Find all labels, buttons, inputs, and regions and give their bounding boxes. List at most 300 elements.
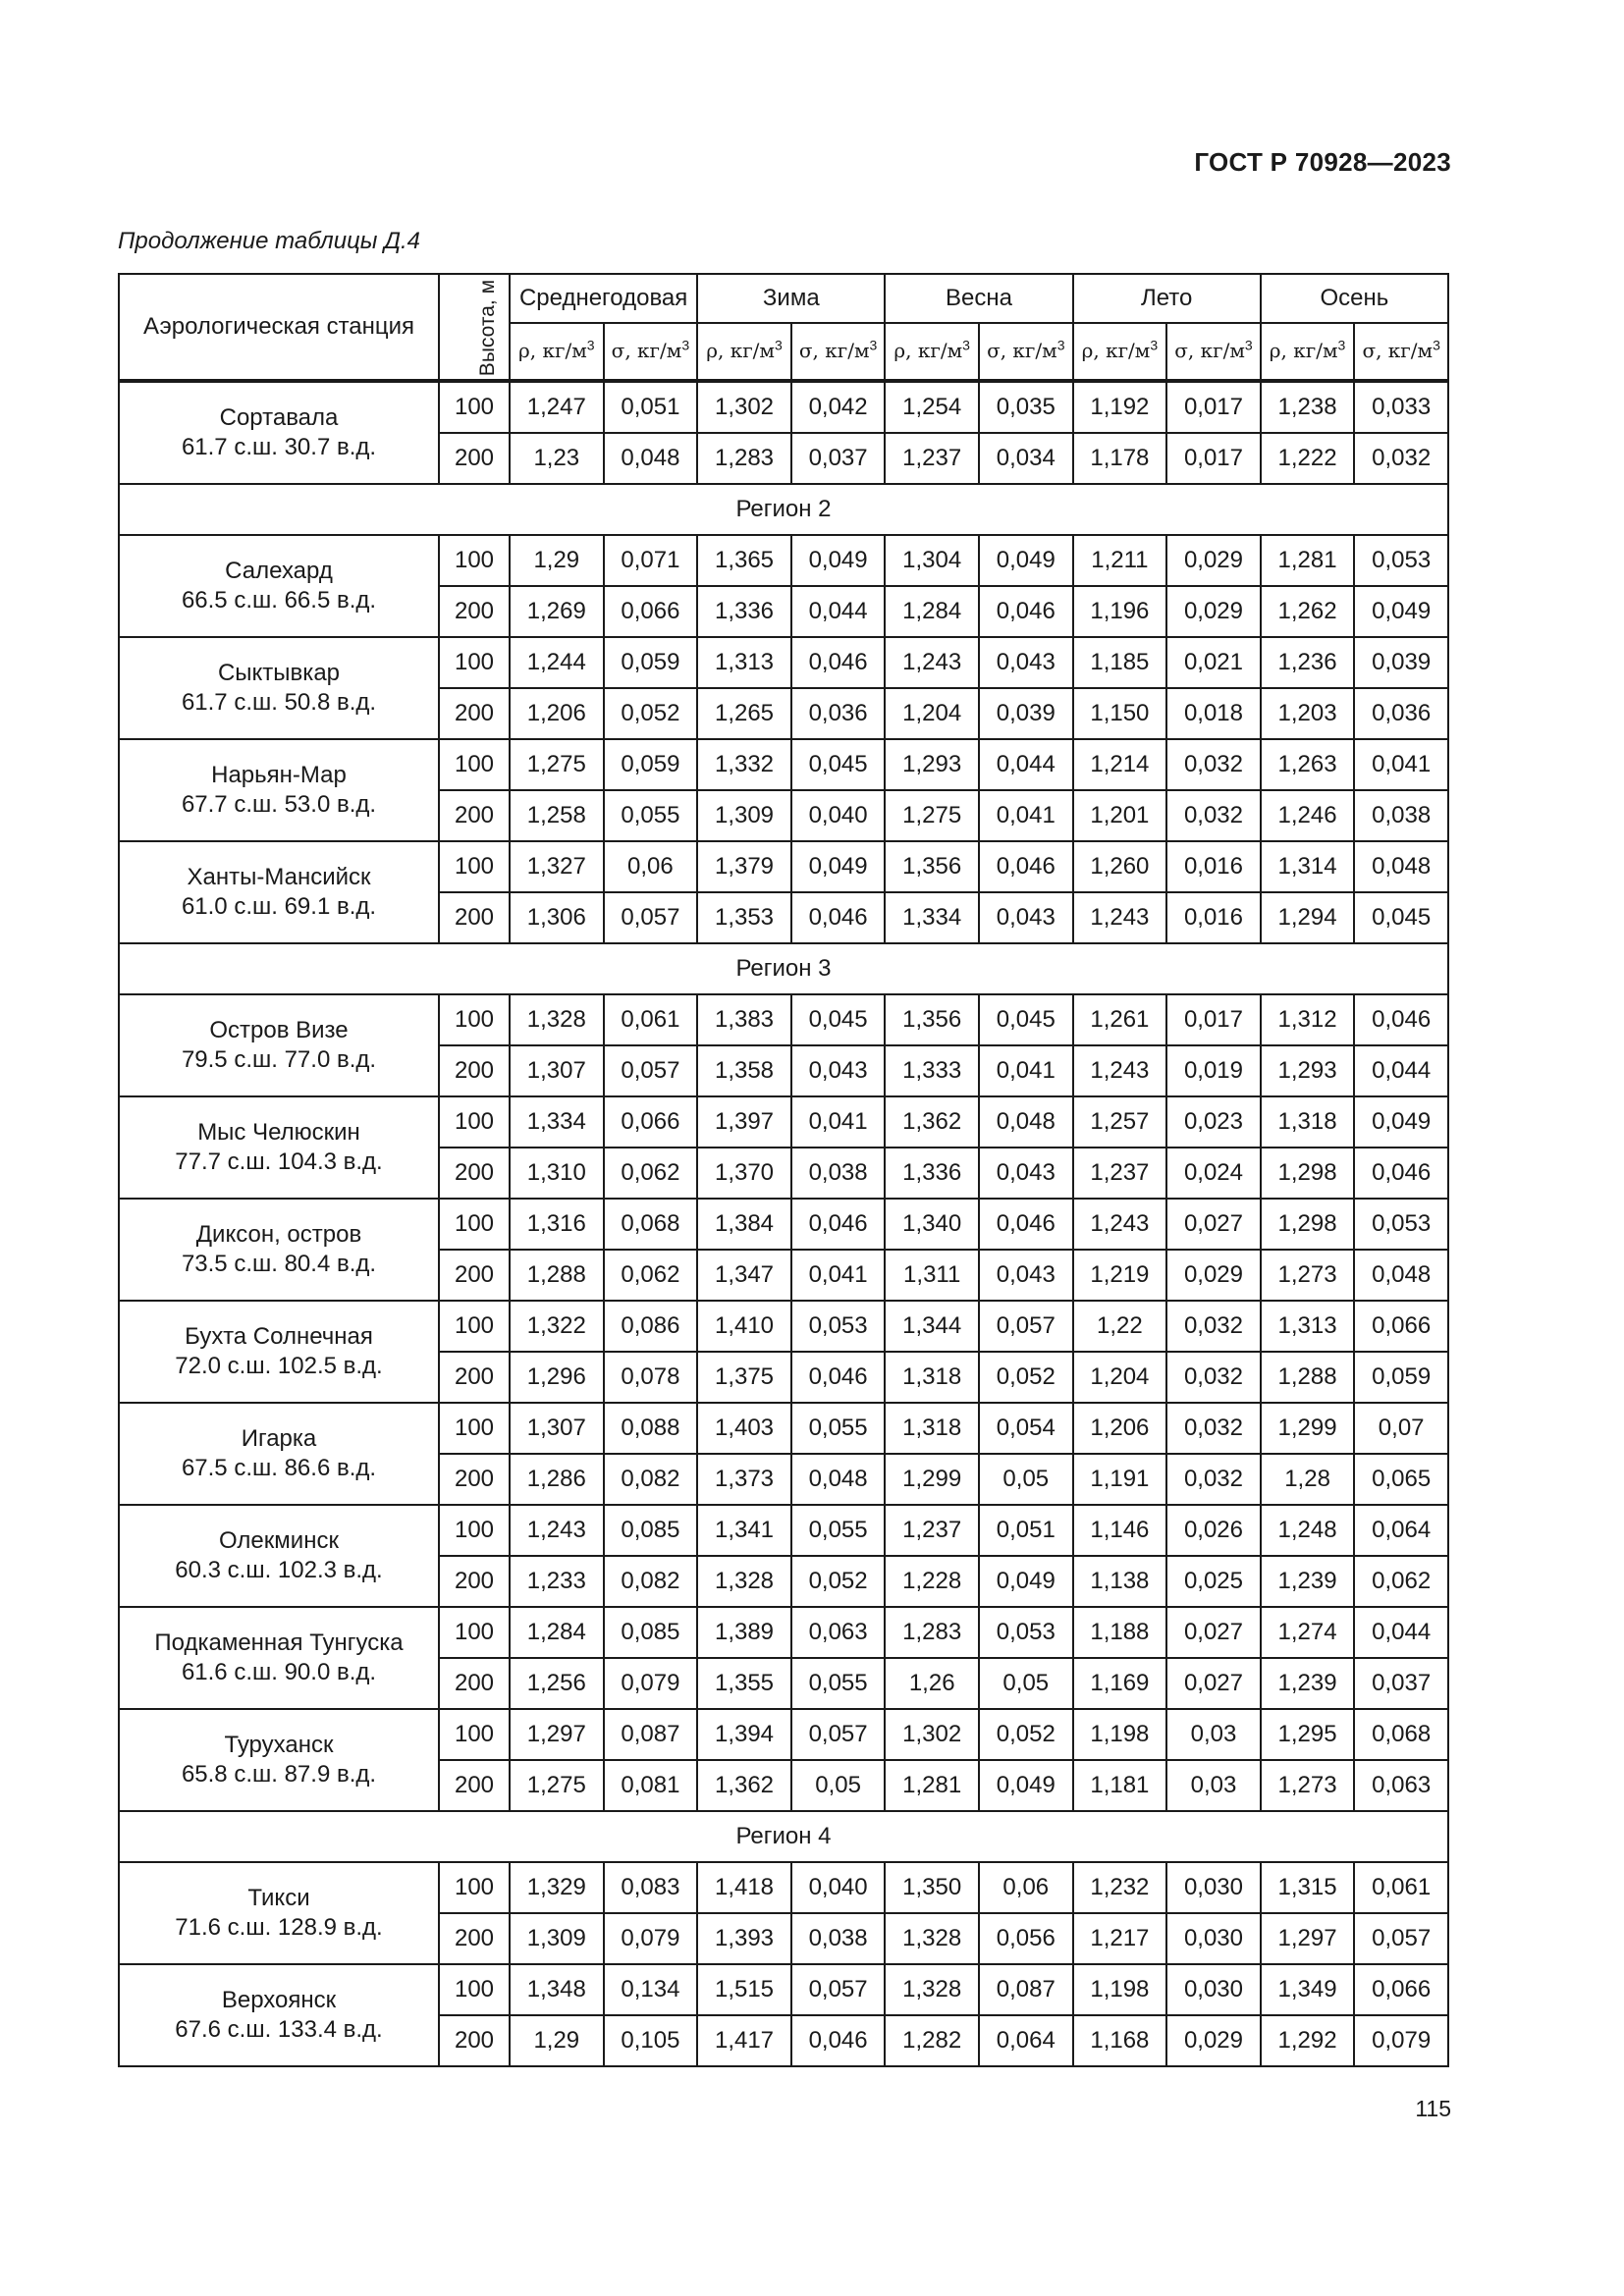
sigma-value: 0,029: [1166, 2015, 1261, 2066]
rho-value: 1,349: [1261, 1964, 1355, 2015]
sigma-value: 0,039: [979, 688, 1073, 739]
sigma-value: 0,086: [604, 1301, 698, 1352]
rho-value: 1,150: [1073, 688, 1167, 739]
rho-unit-header: [510, 323, 604, 381]
sigma-value: 0,053: [791, 1301, 886, 1352]
height-cell: 200: [439, 1913, 510, 1964]
rho-value: 1,347: [697, 1250, 791, 1301]
rho-value: 1,310: [510, 1148, 604, 1199]
region-label: Регион 3: [119, 943, 1448, 994]
unit-label: σ, кг/м: [1174, 339, 1245, 362]
sigma-value: 0,032: [1166, 1352, 1261, 1403]
rho-value: 1,198: [1073, 1709, 1167, 1760]
rho-value: 1,515: [697, 1964, 791, 2015]
sigma-value: 0,066: [1354, 1964, 1448, 2015]
rho-value: 1,328: [885, 1964, 979, 2015]
sigma-value: 0,062: [1354, 1556, 1448, 1607]
rho-value: 1,284: [885, 586, 979, 637]
sigma-value: 0,054: [979, 1403, 1073, 1454]
sigma-value: 0,046: [979, 586, 1073, 637]
rho-value: 1,191: [1073, 1454, 1167, 1505]
table-row: [119, 535, 1448, 586]
height-cell: 200: [439, 892, 510, 943]
rho-value: 1,328: [510, 994, 604, 1045]
rho-value: 1,196: [1073, 586, 1167, 637]
rho-value: 1,333: [885, 1045, 979, 1096]
rho-value: 1,168: [1073, 2015, 1167, 2066]
rho-value: 1,375: [697, 1352, 791, 1403]
sigma-value: 0,085: [604, 1607, 698, 1658]
rho-value: 1,283: [885, 1607, 979, 1658]
station-name: Верхоянск: [221, 1987, 337, 2013]
sigma-value: 0,053: [979, 1607, 1073, 1658]
rho-value: 1,334: [885, 892, 979, 943]
rho-value: 1,336: [885, 1148, 979, 1199]
height-cell: 100: [439, 1096, 510, 1148]
rho-value: 1,185: [1073, 637, 1167, 688]
height-cell: 200: [439, 1556, 510, 1607]
rho-value: 1,206: [1073, 1403, 1167, 1454]
sigma-value: 0,05: [791, 1760, 886, 1811]
sigma-value: 0,043: [979, 1148, 1073, 1199]
sigma-value: 0,030: [1166, 1964, 1261, 2015]
rho-value: 1,237: [885, 433, 979, 484]
sigma-value: 0,037: [791, 433, 886, 484]
rho-value: 1,327: [510, 841, 604, 892]
unit-label: σ, кг/м: [798, 339, 870, 362]
sigma-value: 0,06: [979, 1862, 1073, 1913]
unit-label: σ, кг/м: [987, 339, 1057, 362]
sigma-value: 0,055: [791, 1403, 886, 1454]
sigma-value: 0,055: [604, 790, 698, 841]
sigma-value: 0,134: [604, 1964, 698, 2015]
rho-value: 1,315: [1261, 1862, 1355, 1913]
sigma-value: 0,049: [791, 841, 886, 892]
sigma-value: 0,052: [979, 1352, 1073, 1403]
sigma-value: 0,03: [1166, 1760, 1261, 1811]
height-cell: 100: [439, 1403, 510, 1454]
region-row: [119, 1811, 1448, 1862]
rho-value: 1,203: [1261, 688, 1355, 739]
rho-value: 1,214: [1073, 739, 1167, 790]
sigma-value: 0,041: [791, 1250, 886, 1301]
rho-value: 1,418: [697, 1862, 791, 1913]
sigma-value: 0,087: [979, 1964, 1073, 2015]
unit-exponent: 3: [1244, 337, 1253, 353]
unit-exponent: 3: [962, 337, 970, 353]
sigma-value: 0,051: [979, 1505, 1073, 1556]
table-row: [119, 1199, 1448, 1250]
station-cell: [119, 841, 439, 943]
table-row: [119, 1301, 1448, 1352]
station-cell: [119, 1709, 439, 1811]
rho-value: 1,192: [1073, 381, 1167, 433]
height-cell: 100: [439, 1709, 510, 1760]
rho-value: 1,261: [1073, 994, 1167, 1045]
rho-value: 1,297: [1261, 1913, 1355, 1964]
rho-unit-header: [885, 323, 979, 381]
sigma-value: 0,049: [791, 535, 886, 586]
sigma-value: 0,057: [1354, 1913, 1448, 1964]
sigma-value: 0,068: [604, 1199, 698, 1250]
sigma-value: 0,026: [1166, 1505, 1261, 1556]
unit-label: ρ, кг/м: [706, 339, 775, 362]
sigma-value: 0,044: [791, 586, 886, 637]
sigma-value: 0,019: [1166, 1045, 1261, 1096]
sigma-value: 0,066: [604, 586, 698, 637]
rho-value: 1,281: [1261, 535, 1355, 586]
rho-value: 1,334: [510, 1096, 604, 1148]
table-row: [119, 994, 1448, 1045]
station-coords: 66.5 с.ш. 66.5 в.д.: [181, 587, 377, 614]
sigma-value: 0,057: [791, 1964, 886, 2015]
sigma-value: 0,049: [979, 1760, 1073, 1811]
station-cell: [119, 637, 439, 739]
rho-value: 1,294: [1261, 892, 1355, 943]
period-header: Весна: [885, 274, 1072, 323]
sigma-value: 0,048: [979, 1096, 1073, 1148]
sigma-value: 0,025: [1166, 1556, 1261, 1607]
station-name: Игарка: [241, 1425, 317, 1452]
station-name: Салехард: [225, 558, 333, 584]
station-name: Бухта Солнечная: [185, 1323, 373, 1350]
sigma-unit-header: [1354, 323, 1448, 381]
rho-value: 1,307: [510, 1045, 604, 1096]
station-name: Остров Визе: [209, 1017, 349, 1043]
rho-value: 1,403: [697, 1403, 791, 1454]
station-cell: [119, 381, 439, 484]
height-cell: 200: [439, 1045, 510, 1096]
height-cell: 100: [439, 994, 510, 1045]
unit-exponent: 3: [1150, 337, 1159, 353]
rho-value: 1,318: [1261, 1096, 1355, 1148]
sigma-value: 0,088: [604, 1403, 698, 1454]
sigma-value: 0,027: [1166, 1607, 1261, 1658]
rho-value: 1,236: [1261, 637, 1355, 688]
rho-value: 1,355: [697, 1658, 791, 1709]
rho-value: 1,288: [1261, 1352, 1355, 1403]
sigma-value: 0,046: [979, 1199, 1073, 1250]
sigma-value: 0,078: [604, 1352, 698, 1403]
sigma-value: 0,032: [1166, 739, 1261, 790]
rho-value: 1,256: [510, 1658, 604, 1709]
sigma-value: 0,029: [1166, 535, 1261, 586]
station-coords: 61.7 с.ш. 30.7 в.д.: [181, 434, 377, 460]
sigma-value: 0,046: [791, 2015, 886, 2066]
height-cell: 100: [439, 841, 510, 892]
sigma-value: 0,018: [1166, 688, 1261, 739]
rho-value: 1,22: [1073, 1301, 1167, 1352]
rho-value: 1,243: [885, 637, 979, 688]
rho-value: 1,328: [697, 1556, 791, 1607]
height-cell: 100: [439, 1199, 510, 1250]
rho-value: 1,233: [510, 1556, 604, 1607]
sigma-value: 0,059: [1354, 1352, 1448, 1403]
rho-value: 1,286: [510, 1454, 604, 1505]
table-row: [119, 1607, 1448, 1658]
sigma-value: 0,049: [1354, 1096, 1448, 1148]
sigma-value: 0,032: [1166, 1403, 1261, 1454]
rho-value: 1,243: [1073, 1199, 1167, 1250]
height-column-header: [439, 274, 510, 381]
sigma-value: 0,048: [604, 433, 698, 484]
rho-value: 1,383: [697, 994, 791, 1045]
sigma-value: 0,051: [604, 381, 698, 433]
sigma-value: 0,029: [1166, 1250, 1261, 1301]
sigma-value: 0,061: [1354, 1862, 1448, 1913]
rho-value: 1,228: [885, 1556, 979, 1607]
rho-value: 1,298: [1261, 1199, 1355, 1250]
rho-value: 1,248: [1261, 1505, 1355, 1556]
rho-value: 1,275: [510, 739, 604, 790]
table-row: [119, 637, 1448, 688]
rho-value: 1,397: [697, 1096, 791, 1148]
station-cell: [119, 535, 439, 637]
sigma-value: 0,021: [1166, 637, 1261, 688]
table-row: [119, 1096, 1448, 1148]
station-cell: [119, 1607, 439, 1709]
station-name: Сортавала: [219, 404, 339, 431]
rho-value: 1,299: [1261, 1403, 1355, 1454]
sigma-value: 0,032: [1354, 433, 1448, 484]
height-cell: 200: [439, 790, 510, 841]
rho-value: 1,206: [510, 688, 604, 739]
sigma-value: 0,043: [979, 1250, 1073, 1301]
rho-value: 1,269: [510, 586, 604, 637]
rho-value: 1,312: [1261, 994, 1355, 1045]
rho-value: 1,275: [510, 1760, 604, 1811]
height-cell: 100: [439, 739, 510, 790]
unit-exponent: 3: [681, 337, 690, 353]
rho-value: 1,292: [1261, 2015, 1355, 2066]
sigma-value: 0,049: [979, 535, 1073, 586]
rho-value: 1,275: [885, 790, 979, 841]
rho-value: 1,302: [885, 1709, 979, 1760]
sigma-value: 0,032: [1166, 790, 1261, 841]
sigma-value: 0,059: [604, 637, 698, 688]
rho-value: 1,358: [697, 1045, 791, 1096]
sigma-value: 0,057: [791, 1709, 886, 1760]
rho-value: 1,260: [1073, 841, 1167, 892]
sigma-value: 0,017: [1166, 994, 1261, 1045]
region-row: [119, 484, 1448, 535]
station-cell: [119, 1301, 439, 1403]
rho-value: 1,244: [510, 637, 604, 688]
rho-value: 1,350: [885, 1862, 979, 1913]
sigma-value: 0,052: [791, 1556, 886, 1607]
table-row: [119, 1862, 1448, 1913]
rho-value: 1,181: [1073, 1760, 1167, 1811]
rho-value: 1,29: [510, 535, 604, 586]
rho-value: 1,356: [885, 994, 979, 1045]
station-cell: [119, 739, 439, 841]
rho-value: 1,146: [1073, 1505, 1167, 1556]
station-name: Туруханск: [224, 1732, 334, 1758]
rho-value: 1,311: [885, 1250, 979, 1301]
height-cell: 100: [439, 1862, 510, 1913]
sigma-value: 0,043: [979, 892, 1073, 943]
period-header: Осень: [1261, 274, 1448, 323]
sigma-value: 0,017: [1166, 433, 1261, 484]
station-coords: 79.5 с.ш. 77.0 в.д.: [181, 1046, 377, 1073]
station-cell: [119, 1096, 439, 1199]
rho-value: 1,295: [1261, 1709, 1355, 1760]
table-row: [119, 381, 1448, 433]
rho-value: 1,238: [1261, 381, 1355, 433]
rho-value: 1,336: [697, 586, 791, 637]
unit-label: σ, кг/м: [611, 339, 682, 362]
sigma-value: 0,083: [604, 1862, 698, 1913]
station-cell: [119, 1403, 439, 1505]
unit-label: σ, кг/м: [1362, 339, 1434, 362]
sigma-value: 0,055: [791, 1505, 886, 1556]
height-cell: 100: [439, 381, 510, 433]
table-row: [119, 1964, 1448, 2015]
rho-value: 1,362: [885, 1096, 979, 1148]
rho-value: 1,204: [1073, 1352, 1167, 1403]
sigma-value: 0,053: [1354, 535, 1448, 586]
rho-value: 1,243: [510, 1505, 604, 1556]
sigma-value: 0,071: [604, 535, 698, 586]
sigma-value: 0,032: [1166, 1301, 1261, 1352]
sigma-value: 0,023: [1166, 1096, 1261, 1148]
station-coords: 61.0 с.ш. 69.1 в.д.: [181, 893, 377, 920]
sigma-value: 0,041: [979, 1045, 1073, 1096]
rho-value: 1,296: [510, 1352, 604, 1403]
sigma-value: 0,024: [1166, 1148, 1261, 1199]
sigma-value: 0,063: [1354, 1760, 1448, 1811]
sigma-value: 0,079: [604, 1658, 698, 1709]
rho-value: 1,340: [885, 1199, 979, 1250]
sigma-value: 0,034: [979, 433, 1073, 484]
rho-value: 1,265: [697, 688, 791, 739]
sigma-value: 0,059: [604, 739, 698, 790]
rho-value: 1,273: [1261, 1250, 1355, 1301]
rho-value: 1,299: [885, 1454, 979, 1505]
rho-value: 1,298: [1261, 1148, 1355, 1199]
table-caption: Продолжение таблицы Д.4: [118, 228, 421, 254]
station-coords: 60.3 с.ш. 102.3 в.д.: [175, 1557, 383, 1583]
period-header: Среднегодовая: [510, 274, 697, 323]
rho-value: 1,211: [1073, 535, 1167, 586]
rho-value: 1,318: [885, 1352, 979, 1403]
rho-value: 1,201: [1073, 790, 1167, 841]
rho-value: 1,257: [1073, 1096, 1167, 1148]
sigma-value: 0,044: [979, 739, 1073, 790]
rho-value: 1,329: [510, 1862, 604, 1913]
period-header: Лето: [1073, 274, 1261, 323]
height-cell: 200: [439, 433, 510, 484]
sigma-value: 0,066: [604, 1096, 698, 1148]
rho-value: 1,169: [1073, 1658, 1167, 1709]
unit-exponent: 3: [1056, 337, 1065, 353]
unit-exponent: 3: [774, 337, 783, 353]
sigma-value: 0,048: [1354, 1250, 1448, 1301]
sigma-value: 0,036: [1354, 688, 1448, 739]
table-row: [119, 1403, 1448, 1454]
rho-value: 1,379: [697, 841, 791, 892]
rho-value: 1,394: [697, 1709, 791, 1760]
rho-value: 1,188: [1073, 1607, 1167, 1658]
sigma-value: 0,038: [791, 1913, 886, 1964]
rho-value: 1,26: [885, 1658, 979, 1709]
rho-value: 1,313: [697, 637, 791, 688]
sigma-value: 0,044: [1354, 1607, 1448, 1658]
rho-value: 1,307: [510, 1403, 604, 1454]
rho-value: 1,178: [1073, 433, 1167, 484]
height-cell: 200: [439, 1148, 510, 1199]
sigma-unit-header: [791, 323, 886, 381]
rho-value: 1,274: [1261, 1607, 1355, 1658]
sigma-value: 0,062: [604, 1250, 698, 1301]
sigma-value: 0,037: [1354, 1658, 1448, 1709]
rho-value: 1,239: [1261, 1556, 1355, 1607]
sigma-value: 0,040: [791, 1862, 886, 1913]
station-coords: 65.8 с.ш. 87.9 в.д.: [181, 1761, 377, 1788]
sigma-value: 0,066: [1354, 1301, 1448, 1352]
rho-value: 1,243: [1073, 1045, 1167, 1096]
rho-value: 1,138: [1073, 1556, 1167, 1607]
station-name: Подкаменная Тунгуска: [154, 1629, 404, 1656]
height-cell: 200: [439, 2015, 510, 2066]
rho-value: 1,314: [1261, 841, 1355, 892]
rho-value: 1,318: [885, 1403, 979, 1454]
station-cell: [119, 1964, 439, 2066]
rho-value: 1,302: [697, 381, 791, 433]
station-name: Олекминск: [219, 1527, 339, 1554]
sigma-value: 0,062: [604, 1148, 698, 1199]
height-cell: 200: [439, 1352, 510, 1403]
sigma-value: 0,053: [1354, 1199, 1448, 1250]
rho-value: 1,370: [697, 1148, 791, 1199]
sigma-value: 0,039: [1354, 637, 1448, 688]
rho-value: 1,417: [697, 2015, 791, 2066]
rho-value: 1,389: [697, 1607, 791, 1658]
sigma-value: 0,048: [1354, 841, 1448, 892]
sigma-unit-header: [604, 323, 698, 381]
rho-value: 1,341: [697, 1505, 791, 1556]
height-cell: 200: [439, 1658, 510, 1709]
height-cell: 200: [439, 1760, 510, 1811]
rho-value: 1,29: [510, 2015, 604, 2066]
rho-value: 1,239: [1261, 1658, 1355, 1709]
rho-value: 1,362: [697, 1760, 791, 1811]
sigma-value: 0,057: [979, 1301, 1073, 1352]
rho-value: 1,304: [885, 535, 979, 586]
station-coords: 72.0 с.ш. 102.5 в.д.: [175, 1353, 383, 1379]
table-row: [119, 841, 1448, 892]
sigma-value: 0,046: [1354, 994, 1448, 1045]
sigma-value: 0,049: [979, 1556, 1073, 1607]
height-header-label: Высота, м: [476, 279, 500, 377]
rho-value: 1,309: [510, 1913, 604, 1964]
rho-value: 1,282: [885, 2015, 979, 2066]
rho-value: 1,348: [510, 1964, 604, 2015]
sigma-value: 0,068: [1354, 1709, 1448, 1760]
sigma-value: 0,045: [1354, 892, 1448, 943]
station-cell: [119, 1862, 439, 1964]
rho-value: 1,23: [510, 433, 604, 484]
sigma-value: 0,06: [604, 841, 698, 892]
sigma-value: 0,045: [791, 994, 886, 1045]
rho-value: 1,365: [697, 535, 791, 586]
sigma-value: 0,016: [1166, 841, 1261, 892]
rho-value: 1,237: [1073, 1148, 1167, 1199]
sigma-value: 0,063: [791, 1607, 886, 1658]
sigma-value: 0,029: [1166, 586, 1261, 637]
sigma-value: 0,052: [604, 688, 698, 739]
rho-value: 1,222: [1261, 433, 1355, 484]
